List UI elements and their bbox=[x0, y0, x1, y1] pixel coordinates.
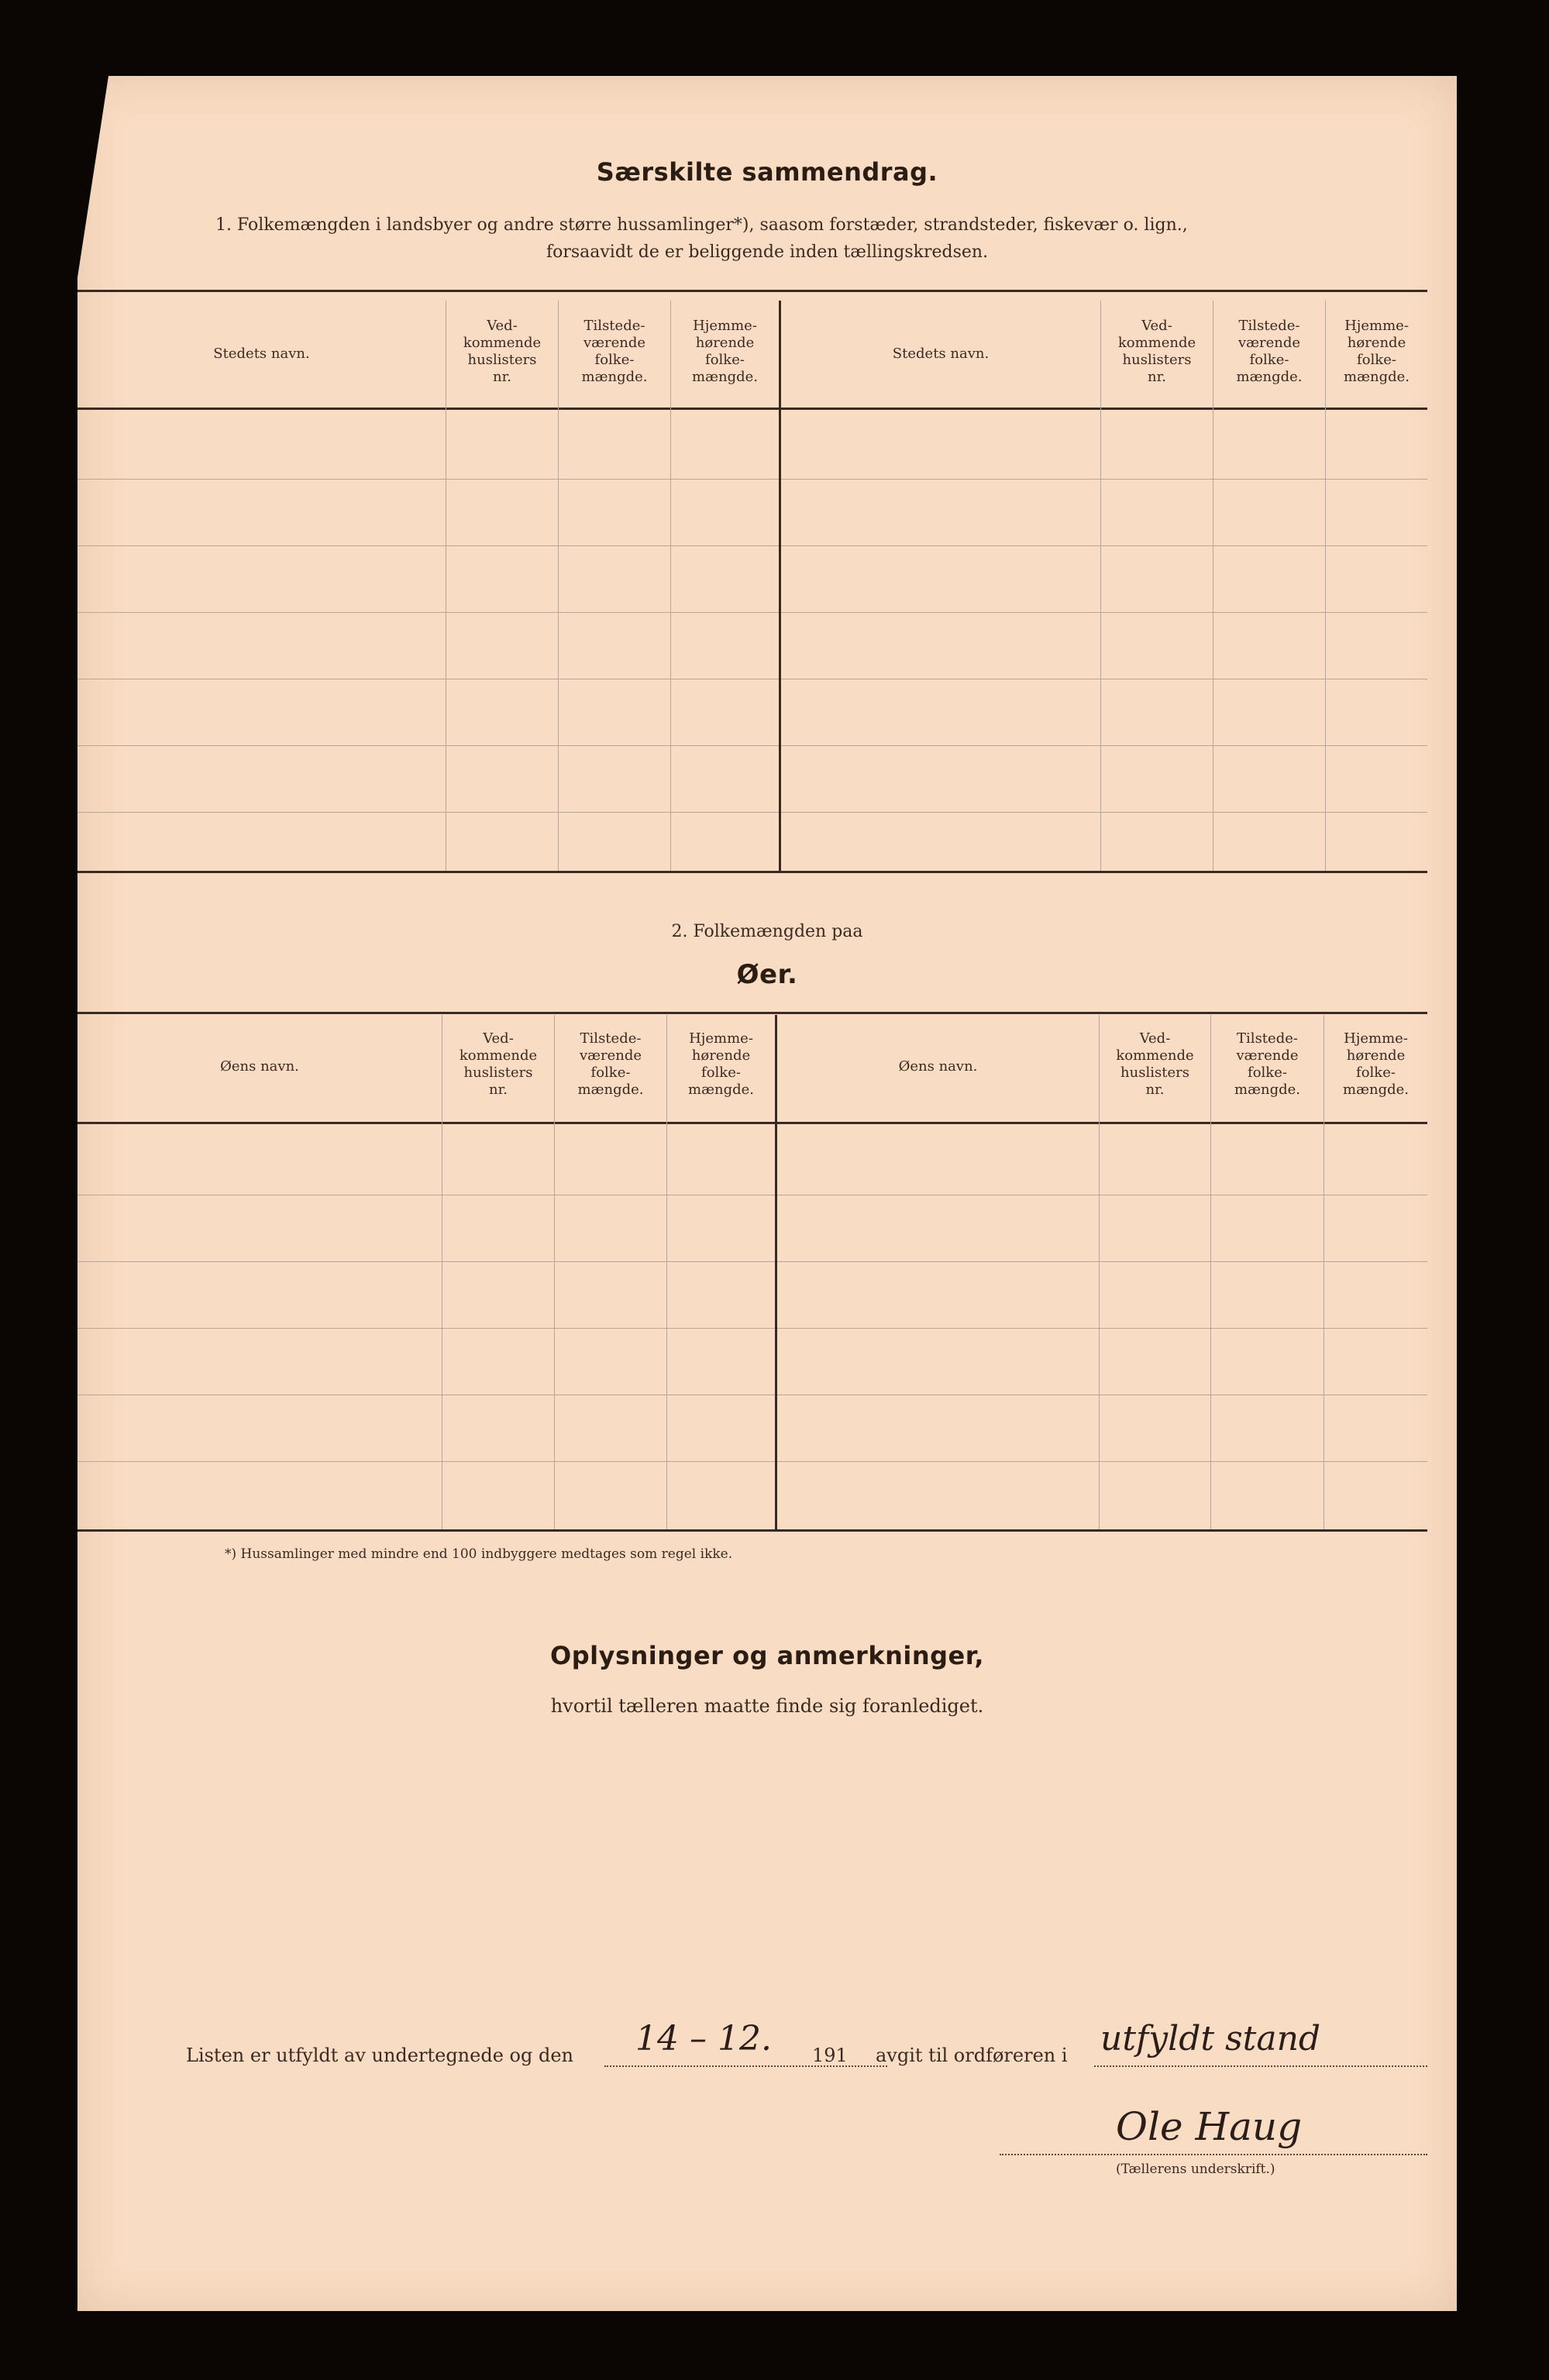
signature-label: (Tællerens underskrift.) bbox=[1116, 2162, 1275, 2177]
census-form-page bbox=[77, 76, 1457, 2311]
table2-header-rule bbox=[77, 1122, 1427, 1124]
signature-line-text-2: avgit til ordføreren i bbox=[876, 2045, 1068, 2066]
table2-bottom-rule bbox=[77, 1529, 1427, 1532]
col-header-huslisters-nr: Ved- kommende huslisters nr. bbox=[459, 1030, 538, 1098]
table2-row-line bbox=[77, 1461, 1427, 1462]
table1-bottom-rule bbox=[77, 871, 1427, 873]
table2-top-rule bbox=[77, 1012, 1427, 1014]
table1-top-rule bbox=[77, 290, 1427, 292]
table2-row-line bbox=[77, 1328, 1427, 1329]
handwritten-place: utfyldt stand bbox=[1100, 2019, 1321, 2058]
section1-intro: 1. Folkemængden i landsbyer og andre større hussamlinger*), saasom forstæder, strandsteder, fiskevær o. lign., bbox=[215, 215, 1188, 235]
year-prefix: 191 bbox=[812, 2045, 848, 2066]
table2-center-divider bbox=[775, 1015, 777, 1529]
signature-field-line bbox=[1000, 2154, 1427, 2155]
col-header-oens-navn: Øens navn. bbox=[220, 1058, 299, 1075]
col-header-oens-navn-right: Øens navn. bbox=[898, 1058, 978, 1075]
col-header-huslisters-nr-right: Ved- kommende huslisters nr. bbox=[1116, 1030, 1194, 1098]
table1-row-line bbox=[77, 612, 1427, 613]
table1-col-line bbox=[1100, 301, 1101, 871]
remarks-subtitle: hvortil tælleren maatte finde sig foranlediget. bbox=[550, 1695, 984, 1717]
remarks-title: Oplysninger og anmerkninger, bbox=[550, 1641, 984, 1670]
table1-col-line bbox=[558, 301, 559, 871]
table1-row-line bbox=[77, 812, 1427, 813]
col-header-stedets-navn: Stedets navn. bbox=[213, 346, 310, 362]
footnote: *) Hussamlinger med mindre end 100 indbyggere medtages som regel ikke. bbox=[225, 1546, 733, 1562]
table1-center-divider bbox=[779, 301, 781, 871]
col-header-tilstedevaerende: Tilstede- værende folke- mængde. bbox=[577, 1030, 644, 1098]
col-header-tilstedevaerende: Tilstede- værende folke- mængde. bbox=[581, 318, 648, 385]
col-header-huslisters-nr: Ved- kommende huslisters nr. bbox=[463, 318, 542, 385]
section1-intro-continued: forsaavidt de er beliggende inden tællingskredsen. bbox=[546, 242, 989, 262]
col-header-tilstedevaerende-right: Tilstede- værende folke- mængde. bbox=[1234, 1030, 1300, 1098]
table1-col-line bbox=[670, 301, 671, 871]
table1-col-line bbox=[1325, 301, 1326, 871]
table1-header-rule bbox=[77, 408, 1427, 410]
handwritten-date: 14 – 12. bbox=[635, 2019, 772, 2058]
col-header-hjemmehorende-right: Hjemme- hørende folke- mængde. bbox=[1344, 318, 1410, 385]
table1-row-line bbox=[77, 479, 1427, 480]
page-heading: Særskilte sammendrag. bbox=[596, 157, 938, 187]
col-header-huslisters-nr-right: Ved- kommende huslisters nr. bbox=[1117, 318, 1196, 385]
col-header-hjemmehorende: Hjemme- hørende folke- mængde. bbox=[688, 1030, 754, 1098]
col-header-stedets-navn-right: Stedets navn. bbox=[892, 346, 990, 362]
col-header-tilstedevaerende-right: Tilstede- værende folke- mængde. bbox=[1236, 318, 1303, 385]
table1-row-line bbox=[77, 545, 1427, 546]
place-field-line bbox=[1094, 2065, 1427, 2067]
col-header-hjemmehorende: Hjemme- hørende folke- mængde. bbox=[692, 318, 758, 385]
col-header-hjemmehorende-right: Hjemme- hørende folke- mængde. bbox=[1343, 1030, 1409, 1098]
section2-title: Øer. bbox=[736, 959, 798, 990]
table2-row-line bbox=[77, 1261, 1427, 1262]
table1-row-line bbox=[77, 745, 1427, 746]
signature-line-text: Listen er utfyldt av undertegnede og den bbox=[186, 2045, 574, 2066]
handwritten-signature: Ole Haug bbox=[1116, 2104, 1303, 2149]
section2-intro: 2. Folkemængden paa bbox=[671, 922, 863, 941]
